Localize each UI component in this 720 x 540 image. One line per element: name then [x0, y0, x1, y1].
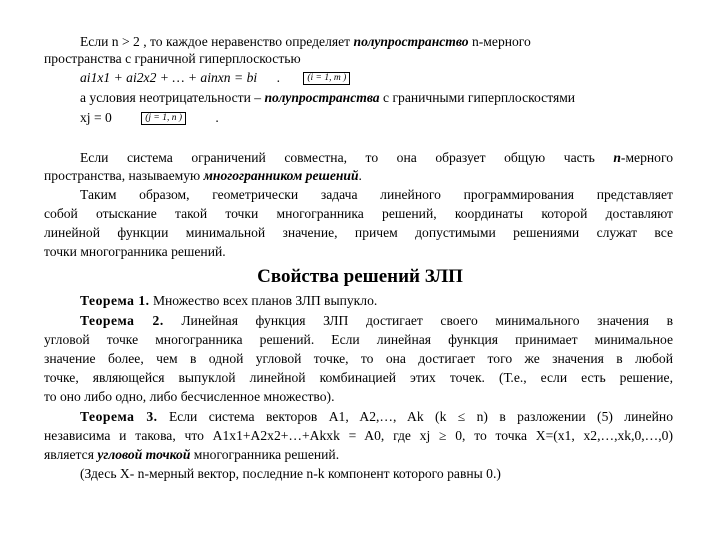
theorem-2-line-4: точке, являющейся выпуклой линейной комбинацией этих точек. (Т.е., если есть решение, [44, 370, 673, 385]
intro-line-2: пространства с граничной гиперплоскостью [44, 51, 301, 66]
equation-range-box: (j = 1, n ) [141, 112, 186, 125]
section-heading: Свойства решений ЗЛП [257, 266, 463, 287]
equation-nonneg [80, 110, 709, 126]
p3-line-2: собой отыскание такой точки многогранника решений, координаты которой доставляют [44, 206, 673, 221]
theorem-3-line-2: независима и такова, что A1x1+A2x2+…+Akxk = A0, где xj ≥ 0, то точка X=(x1, x2,…,xk,0,…,0) [44, 428, 673, 443]
intro-line-4 [80, 90, 709, 106]
equation-hyperplane [80, 70, 709, 86]
theorem-1 [80, 293, 673, 309]
p3-line-1: Таким образом, геометрически задача линейного программирования представляет [80, 187, 673, 202]
p3-line-4: точки многогранника решений. [44, 244, 226, 259]
p2-line-2 [44, 168, 673, 184]
theorem-1-label: Теорема 1. [80, 293, 150, 308]
theorem-3-text: Если система векторов A1, A2,…, Ak (k ≤ n) в разложении (5) линейно [168, 409, 674, 424]
term-solution-polyhedron: многогранником решений [203, 168, 359, 183]
intro-text: Если n > 2 , то каждое неравенство определяет [80, 34, 351, 49]
term-corner-point: угловой точкой [97, 447, 191, 462]
theorem-2-line-3: значение более, чем в одной угловой точке, то она достигает того же значения в любой [44, 351, 673, 366]
p3-line-3: линейной функции минимальной значение, причем допустимыми решениями служат все [44, 225, 673, 240]
theorem-3-text: является [44, 447, 94, 462]
theorem-1-text: Множество всех планов ЗЛП выпукло. [152, 293, 378, 308]
theorem-3-label: Теорема 3. [80, 409, 158, 424]
p2-text-b: -мерного [620, 150, 673, 165]
theorem-2-line-5: то оно либо одно, либо бесчисленное множество). [44, 389, 335, 404]
intro-text-b: с граничными гиперплоскостями [383, 90, 576, 105]
intro-text-b: n-мерного [471, 34, 531, 49]
theorem-2-line-2: угловой точке многогранника решений. Если линейная функция принимает минимальное [44, 332, 673, 347]
term-halfspace: полупространство [353, 34, 469, 49]
intro-line-1 [80, 34, 673, 50]
equation-range-box: (i = 1, m ) [303, 72, 350, 85]
theorem-3-line-3 [44, 447, 673, 463]
theorem-2-text: Линейная функция ЗЛП достигает своего минимального значения в [181, 313, 673, 328]
theorem-3-line-1 [80, 409, 673, 425]
theorem-3-note: (Здесь X- n-мерный вектор, последние n-k компонент которого равны 0.) [80, 466, 501, 481]
equation-dot: . [276, 70, 280, 85]
equation-text: xj = 0 [80, 110, 112, 125]
equation-dot: . [215, 110, 219, 125]
theorem-2-label: Теорема 2. [80, 313, 164, 328]
theorem-3-text-b: многогранника решений. [193, 447, 340, 462]
p2-text: пространства, называемую [44, 168, 201, 183]
intro-text: а условия неотрицательности – [80, 90, 262, 105]
theorem-2-line-1 [80, 313, 673, 329]
p2-line-1 [80, 150, 673, 166]
p2-n: n [613, 150, 621, 165]
equation-text: ai1x1 + ai2x2 + … + ainxn = bi [80, 70, 258, 85]
p2-dot: . [358, 168, 362, 183]
p2-text: Если система ограничений совместна, то она образует общую часть [80, 150, 595, 165]
term-halfspaces: полупространства [264, 90, 380, 105]
